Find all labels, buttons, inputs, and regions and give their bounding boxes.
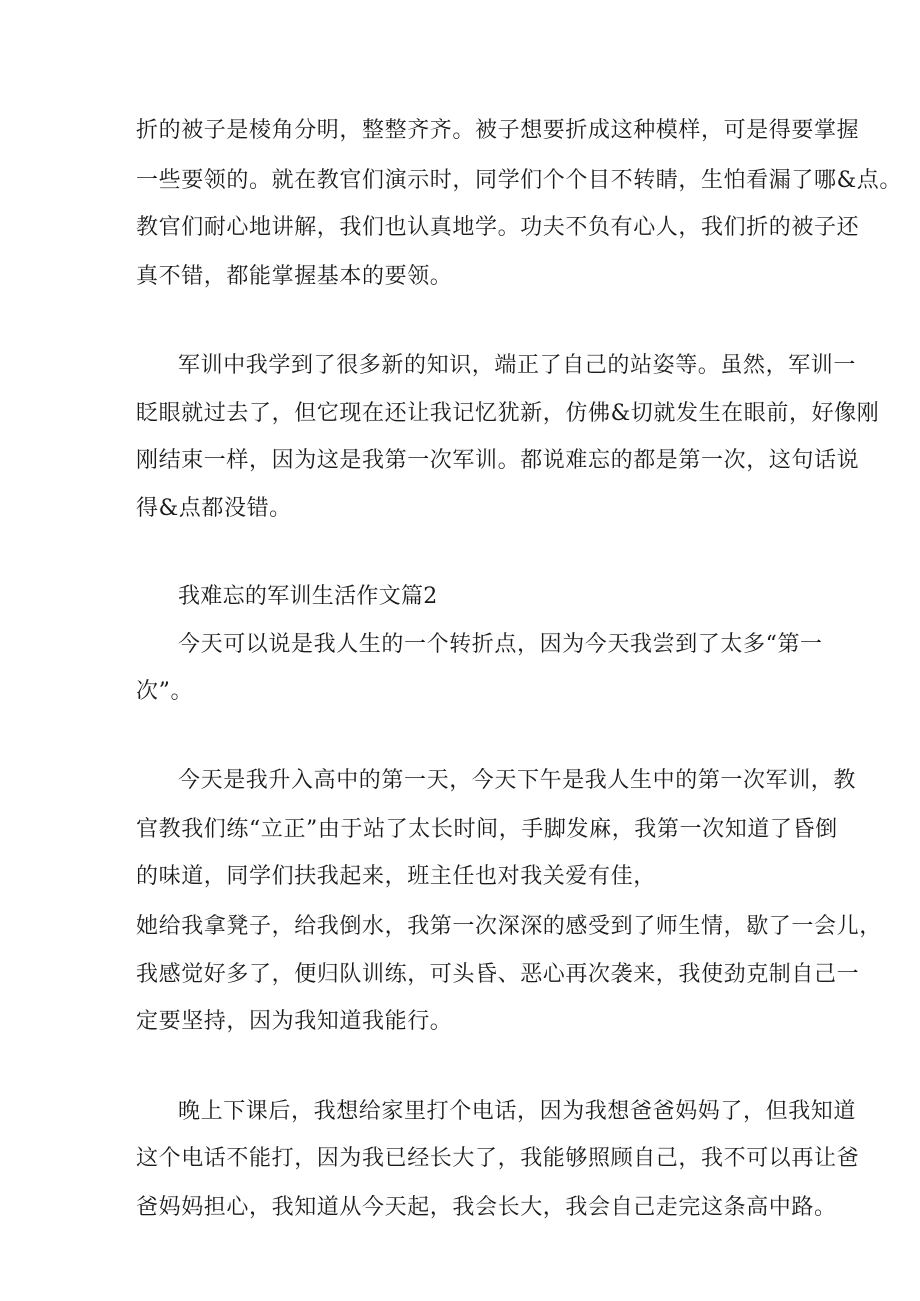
- paragraph-line: 我感觉好多了，便归队训练，可头昏、恶心再次袭来，我使劲克制自己一: [136, 962, 860, 987]
- paragraph-line: 的味道，同学们扶我起来，班主任也对我关爱有佳，: [136, 864, 656, 889]
- paragraph-line: 眨眼就过去了，但它现在还让我记忆犹新，仿佛&切就发生在眼前，好像刚: [136, 401, 880, 426]
- paragraph-line: 刚结束一样，因为这是我第一次军训。都说难忘的都是第一次，这句话说: [136, 448, 860, 473]
- paragraph-line: 真不错，都能掌握基本的要领。: [136, 264, 453, 289]
- paragraph-line: 一些要领的。就在教官们演示时，同学们个个目不转睛，生怕看漏了哪&点。: [136, 168, 902, 193]
- paragraph-line: 得&点都没错。: [136, 496, 292, 521]
- paragraph-line: 今天是我升入高中的第一天，今天下午是我人生中的第一次军训，教: [178, 768, 857, 793]
- paragraph-line: 军训中我学到了很多新的知识，端正了自己的站姿等。虽然，军训一: [178, 353, 857, 378]
- paragraph-line: 次”。: [136, 679, 194, 704]
- paragraph-line: 这个电话不能打，因为我已经长大了，我能够照顾自己，我不可以再让爸: [136, 1146, 860, 1171]
- paragraph-line: 教官们耐心地讲解，我们也认真地学。功夫不负有心人，我们折的被子还: [136, 215, 860, 240]
- paragraph-line: 今天可以说是我人生的一个转折点，因为今天我尝到了太多“第一: [178, 632, 823, 657]
- paragraph-line: 她给我拿凳子，给我倒水，我第一次深深的感受到了师生情，歇了一会儿，: [136, 914, 882, 939]
- paragraph-line: 爸妈妈担心，我知道从今天起，我会长大，我会自己走完这条高中路。: [136, 1195, 837, 1220]
- paragraph-line: 晚上下课后，我想给家里打个电话，因为我想爸爸妈妈了，但我知道: [178, 1099, 857, 1124]
- paragraph-line: 官教我们练“立正”由于站了太长时间，手脚发麻，我第一次知道了昏倒: [136, 817, 838, 842]
- section-heading: 我难忘的军训生活作文篇2: [178, 584, 438, 609]
- paragraph-line: 定要坚持，因为我知道我能行。: [136, 1009, 453, 1034]
- paragraph-line: 折的被子是棱角分明，整整齐齐。被子想要折成这种模样，可是得要掌握: [136, 118, 860, 143]
